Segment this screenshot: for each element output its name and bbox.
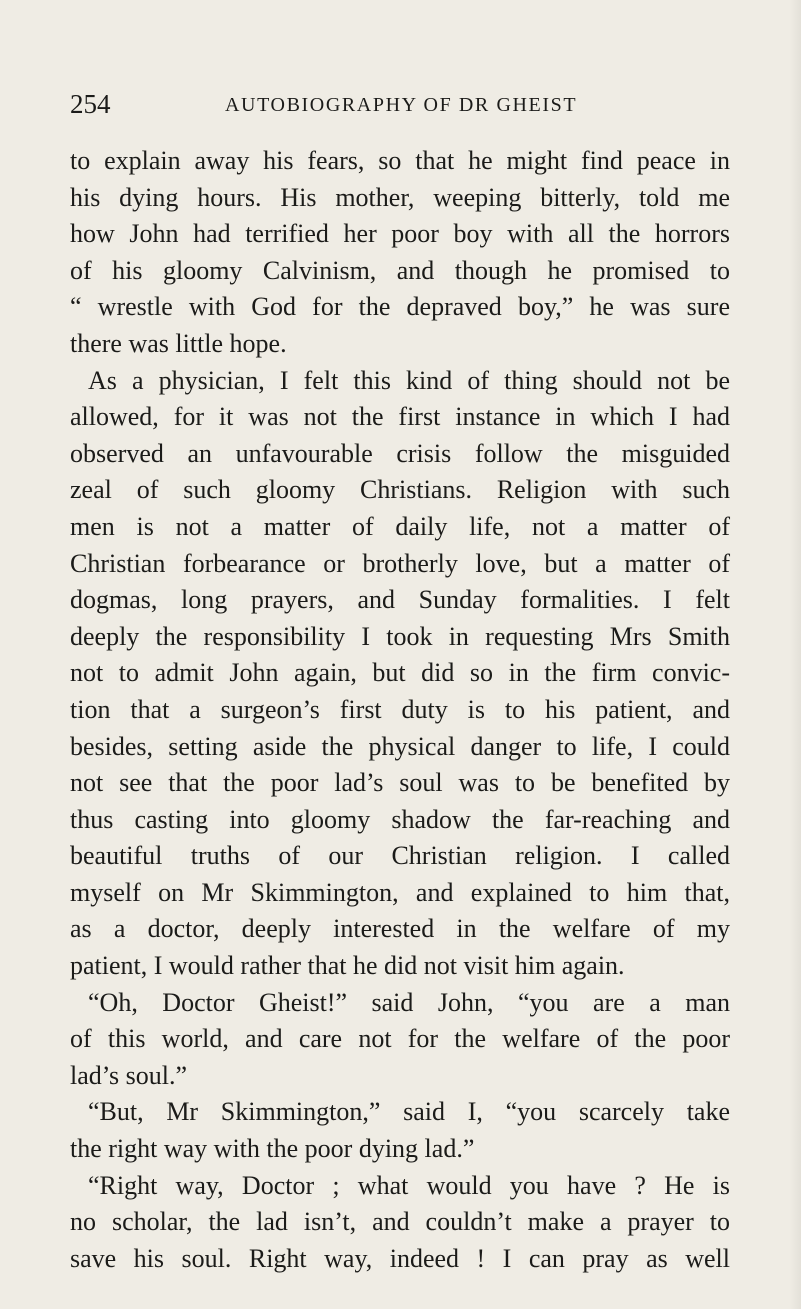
body-text [70, 143, 730, 1277]
text-line: the right way with the poor dying lad.” [70, 1134, 475, 1164]
text-line: observed an unfavourable crisis follow the misguided [70, 438, 730, 468]
page-header [70, 88, 730, 122]
text-line: of his gloomy Calvinism, and though he promised to [70, 255, 730, 285]
text-line: there was little hope. [70, 328, 287, 358]
text-line: zeal of such gloomy Christians. Religion with such [70, 475, 730, 505]
text-line: beautiful truths of our Christian religion. I called [70, 841, 730, 871]
text-line: not see that the poor lad’s soul was to be benefited by [70, 768, 730, 798]
page-edge-shadow [789, 0, 801, 1309]
text-line: no scholar, the lad isn’t, and couldn’t make a prayer to [70, 1207, 730, 1237]
text-line: “Right way, Doctor ; what would you have ? He is [88, 1170, 730, 1200]
text-line: save his soul. Right way, indeed ! I can pray as well [70, 1243, 730, 1273]
text-line: “But, Mr Skimmington,” said I, “you scarcely take [88, 1097, 730, 1127]
text-line: thus casting into gloomy shadow the far-reaching and [70, 804, 730, 834]
text-line: besides, setting aside the physical danger to life, I could [70, 731, 730, 761]
text-line: to explain away his fears, so that he might find peace in [70, 146, 730, 175]
text-line: deeply the responsibility I took in requesting Mrs Smith [70, 621, 730, 651]
text-line: As a physician, I felt this kind of thing should not be [88, 365, 730, 395]
text-line: Christian forbearance or brotherly love, but a matter of [70, 548, 730, 578]
text-line: lad’s soul.” [70, 1060, 187, 1090]
text-line: men is not a matter of daily life, not a matter of [70, 511, 730, 541]
text-line: not to admit John again, but did so in the firm convic- [70, 658, 730, 688]
text-line: allowed, for it was not the first instance in which I had [70, 402, 730, 432]
text-line: dogmas, long prayers, and Sunday formalities. I felt [70, 585, 730, 615]
text-line: his dying hours. His mother, weeping bitterly, told me [70, 182, 730, 212]
running-head: AUTOBIOGRAPHY OF DR GHEIST [225, 94, 578, 116]
text-line: myself on Mr Skimmington, and explained to him that, [70, 877, 730, 907]
text-line: “ wrestle with God for the depraved boy,” he was sure [70, 292, 730, 322]
text-line: how John had terrified her poor boy with all the horrors [70, 219, 730, 249]
text-line: “Oh, Doctor Gheist!” said John, “you are a man [88, 987, 730, 1017]
page-number: 254 [70, 89, 111, 119]
text-line: patient, I would rather that he did not visit him again. [70, 951, 625, 981]
text-line: tion that a surgeon’s first duty is to his patient, and [70, 694, 730, 724]
text-line: of this world, and care not for the welfare of the poor [70, 1024, 730, 1054]
text-line: as a doctor, deeply interested in the welfare of my [70, 914, 730, 944]
